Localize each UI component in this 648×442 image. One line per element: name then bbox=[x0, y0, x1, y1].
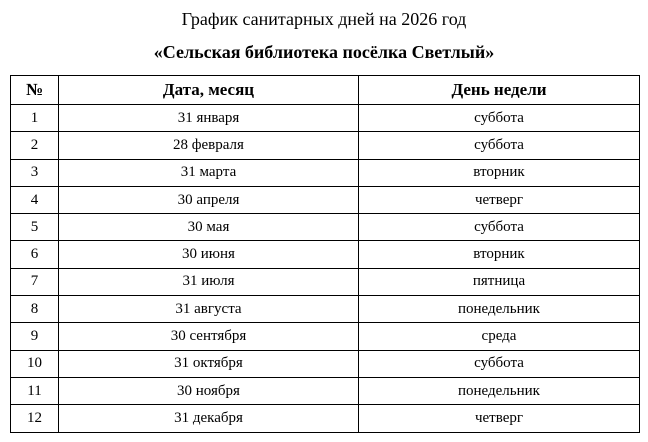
table-row bbox=[11, 323, 640, 350]
cell-date: 31 августа bbox=[59, 296, 359, 323]
cell-date: 31 марта bbox=[59, 159, 359, 186]
cell-weekday: понедельник bbox=[359, 377, 640, 404]
cell-number: 7 bbox=[11, 268, 59, 295]
cell-number: 12 bbox=[11, 405, 59, 432]
cell-number: 5 bbox=[11, 214, 59, 241]
cell-date: 28 февраля bbox=[59, 132, 359, 159]
header-date: Дата, месяц bbox=[59, 76, 359, 105]
cell-number: 2 bbox=[11, 132, 59, 159]
cell-weekday: вторник bbox=[359, 241, 640, 268]
cell-number: 10 bbox=[11, 350, 59, 377]
document-title: График санитарных дней на 2026 год bbox=[181, 9, 467, 29]
cell-number: 3 bbox=[11, 159, 59, 186]
table-row bbox=[11, 377, 640, 404]
cell-number: 4 bbox=[11, 186, 59, 213]
cell-number: 1 bbox=[11, 105, 59, 132]
cell-weekday: суббота bbox=[359, 214, 640, 241]
table-row bbox=[11, 405, 640, 432]
cell-date: 30 июня bbox=[59, 241, 359, 268]
cell-weekday: суббота bbox=[359, 105, 640, 132]
header-weekday: День недели bbox=[359, 76, 640, 105]
table-row bbox=[11, 268, 640, 295]
cell-number: 11 bbox=[11, 377, 59, 404]
cell-weekday: суббота bbox=[359, 132, 640, 159]
table-row bbox=[11, 350, 640, 377]
cell-date: 30 мая bbox=[59, 214, 359, 241]
document-subtitle: «Сельская библиотека посёлка Светлый» bbox=[153, 42, 495, 62]
table-row bbox=[11, 214, 640, 241]
cell-weekday: пятница bbox=[359, 268, 640, 295]
cell-weekday: вторник bbox=[359, 159, 640, 186]
table-row bbox=[11, 241, 640, 268]
cell-weekday: понедельник bbox=[359, 296, 640, 323]
table-row bbox=[11, 159, 640, 186]
cell-date: 31 июля bbox=[59, 268, 359, 295]
cell-number: 8 bbox=[11, 296, 59, 323]
table-body bbox=[11, 105, 640, 433]
table-row bbox=[11, 105, 640, 132]
cell-number: 9 bbox=[11, 323, 59, 350]
cell-date: 31 января bbox=[59, 105, 359, 132]
table-row bbox=[11, 296, 640, 323]
header-number: № bbox=[11, 76, 59, 105]
sanitary-days-table bbox=[10, 75, 640, 433]
cell-weekday: суббота bbox=[359, 350, 640, 377]
cell-date: 30 ноября bbox=[59, 377, 359, 404]
table-row bbox=[11, 132, 640, 159]
cell-weekday: четверг bbox=[359, 405, 640, 432]
cell-weekday: четверг bbox=[359, 186, 640, 213]
cell-date: 31 декабря bbox=[59, 405, 359, 432]
cell-number: 6 bbox=[11, 241, 59, 268]
table-header-row bbox=[11, 76, 640, 105]
cell-date: 30 сентября bbox=[59, 323, 359, 350]
cell-weekday: среда bbox=[359, 323, 640, 350]
table-row bbox=[11, 186, 640, 213]
cell-date: 30 апреля bbox=[59, 186, 359, 213]
cell-date: 31 октября bbox=[59, 350, 359, 377]
